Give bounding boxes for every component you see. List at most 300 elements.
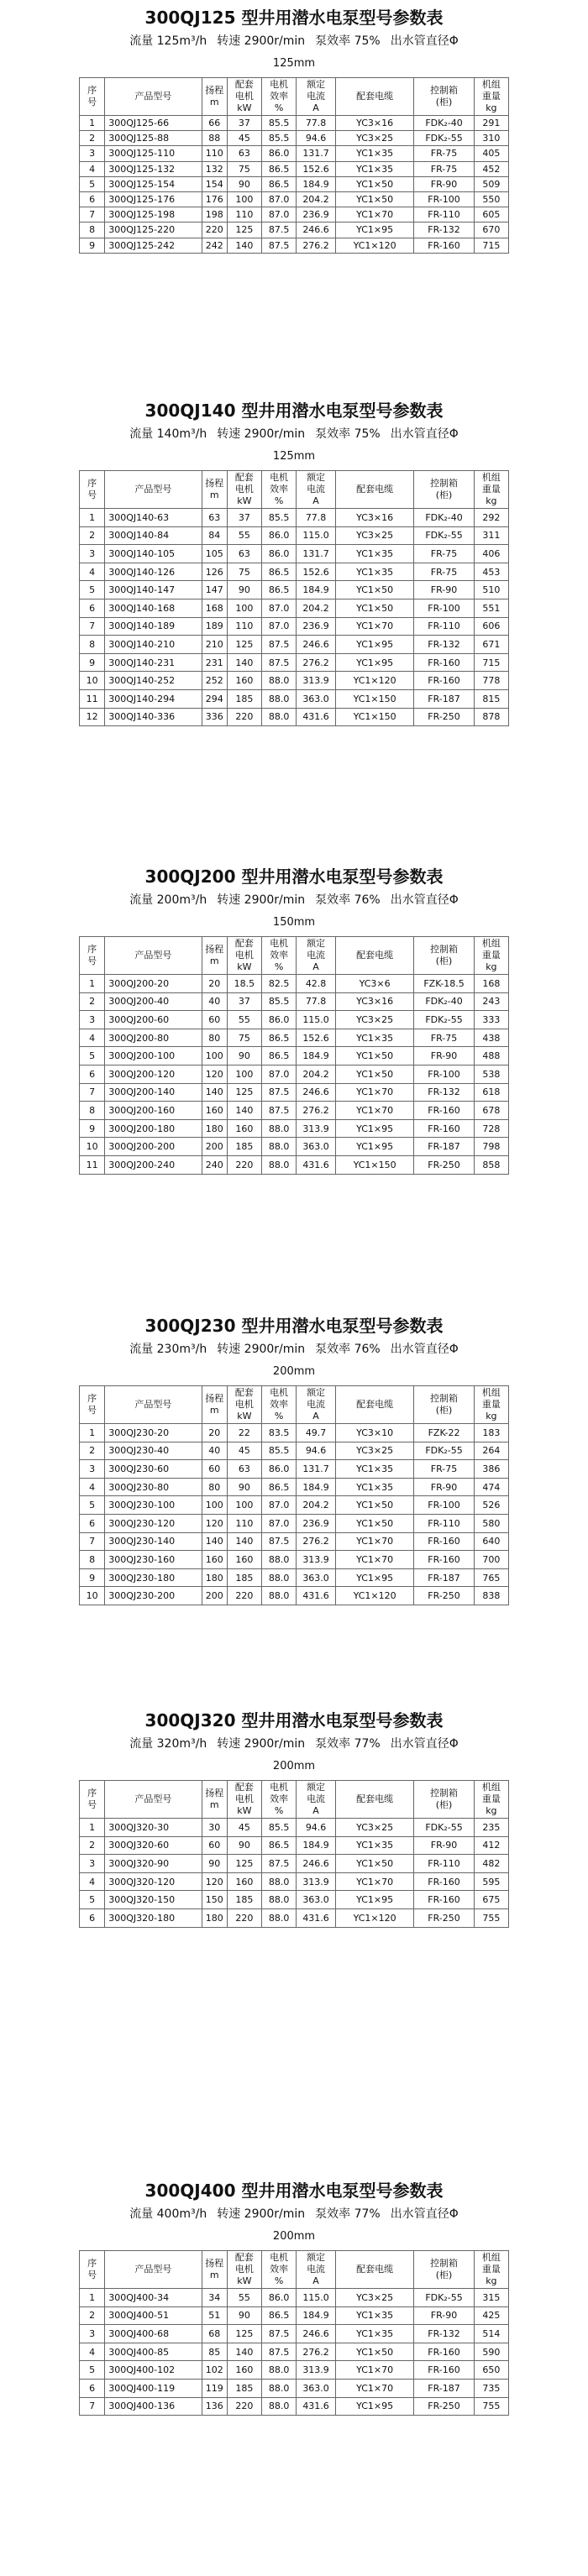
cell-head: 84	[202, 526, 227, 545]
cell-cable: YC1×50	[335, 176, 413, 191]
cell-cable: YC1×70	[335, 1872, 413, 1891]
cell-motor-efficiency: 85.5	[262, 1819, 297, 1837]
cell-weight: 580	[474, 1514, 508, 1532]
cell-head: 160	[202, 1102, 227, 1120]
table-row	[80, 617, 509, 636]
cell-rated-current: 184.9	[297, 176, 336, 191]
header-text: kW	[237, 495, 252, 506]
header-text: 效率	[270, 950, 289, 961]
cell-seq: 10	[80, 672, 105, 690]
cell-cable: YC1×50	[335, 2343, 413, 2361]
cell-rated-current: 431.6	[297, 1587, 336, 1605]
cell-motor-power: 220	[227, 2397, 261, 2416]
cell-motor-power: 110	[227, 617, 261, 636]
table-row	[80, 526, 509, 545]
spec-line	[0, 2205, 588, 2223]
cell-rated-current: 363.0	[297, 689, 336, 708]
cell-control-box: FR-110	[414, 1514, 474, 1532]
spec-efficiency: 泵效率 75%	[315, 427, 381, 441]
table-row	[80, 1102, 509, 1120]
cell-head: 40	[202, 992, 227, 1011]
cell-weight: 838	[474, 1587, 508, 1605]
cell-head: 120	[202, 1514, 227, 1532]
cell-seq: 7	[80, 1532, 105, 1551]
cell-motor-power: 185	[227, 2379, 261, 2397]
cell-model: 300QJ125-88	[105, 131, 202, 146]
header-text: 序	[87, 478, 97, 489]
parameter-table	[79, 936, 509, 1175]
pump-section	[0, 2175, 588, 2416]
spec-speed: 转速 2900r/min	[217, 34, 306, 48]
cell-model: 300QJ140-84	[105, 526, 202, 545]
cell-rated-current: 431.6	[297, 1908, 336, 1927]
header-weight	[474, 2251, 508, 2289]
header-text: 电流	[307, 950, 326, 961]
cell-rated-current: 77.8	[297, 992, 336, 1011]
cell-seq: 1	[80, 2289, 105, 2307]
cell-seq: 9	[80, 1119, 105, 1138]
outlet-diameter: 200mm	[272, 1760, 316, 1772]
spec-flow: 流量 125m³/h	[129, 34, 207, 48]
cell-rated-current: 431.6	[297, 2397, 336, 2416]
cell-motor-power: 90	[227, 581, 261, 599]
header-text: 效率	[270, 1399, 289, 1410]
cell-motor-efficiency: 86.0	[262, 1011, 297, 1029]
cell-cable: YC3×25	[335, 1442, 413, 1460]
header-text: 扬程	[205, 1393, 224, 1404]
cell-cable: YC1×70	[335, 1532, 413, 1551]
cell-model: 300QJ125-220	[105, 223, 202, 238]
cell-control-box: FDK₂-55	[414, 1442, 474, 1460]
header-head	[202, 1781, 227, 1819]
cell-seq: 2	[80, 526, 105, 545]
cell-weight: 311	[474, 526, 508, 545]
header-text: 机组	[481, 79, 501, 90]
cell-motor-efficiency: 88.0	[262, 2379, 297, 2397]
cell-cable: YC1×150	[335, 708, 413, 726]
cell-cable: YC1×70	[335, 1551, 413, 1569]
cell-head: 100	[202, 1496, 227, 1515]
cell-seq: 4	[80, 563, 105, 581]
pump-section	[0, 395, 588, 726]
cell-cable: YC1×95	[335, 2397, 413, 2416]
cell-head: 160	[202, 1551, 227, 1569]
cell-seq: 6	[80, 2379, 105, 2397]
spec-speed: 转速 2900r/min	[217, 427, 306, 441]
header-head	[202, 2251, 227, 2289]
header-text: A	[312, 1805, 319, 1816]
cell-seq: 1	[80, 116, 105, 131]
cell-weight: 514	[474, 2325, 508, 2343]
cell-control-box: FDK₂-55	[414, 2289, 474, 2307]
cell-motor-power: 100	[227, 1065, 261, 1083]
cell-head: 30	[202, 1819, 227, 1837]
cell-control-box: FR-90	[414, 2306, 474, 2325]
header-text: 重量	[481, 1793, 501, 1804]
cell-weight: 735	[474, 2379, 508, 2397]
header-cable	[335, 78, 413, 116]
cell-model: 300QJ125-110	[105, 146, 202, 161]
cell-motor-power: 140	[227, 1532, 261, 1551]
header-motor-efficiency	[262, 2251, 297, 2289]
table-row	[80, 1568, 509, 1587]
cell-motor-power: 110	[227, 207, 261, 223]
header-weight	[474, 1781, 508, 1819]
cell-rated-current: 152.6	[297, 161, 336, 176]
header-cable	[335, 471, 413, 509]
cell-motor-power: 100	[227, 191, 261, 207]
header-motor-power	[227, 2251, 261, 2289]
cell-head: 102	[202, 2361, 227, 2380]
header-text: (柜)	[435, 1405, 453, 1416]
cell-model: 300QJ230-20	[105, 1424, 202, 1442]
header-row	[80, 937, 509, 975]
cell-cable: YC1×50	[335, 1514, 413, 1532]
cell-rated-current: 313.9	[297, 1119, 336, 1138]
table-row	[80, 975, 509, 993]
cell-control-box: FR-110	[414, 1855, 474, 1873]
cell-rated-current: 204.2	[297, 1065, 336, 1083]
cell-rated-current: 115.0	[297, 1011, 336, 1029]
cell-rated-current: 204.2	[297, 599, 336, 617]
header-text: 额定	[307, 1782, 326, 1793]
cell-weight: 590	[474, 2343, 508, 2361]
cell-head: 140	[202, 1532, 227, 1551]
header-control-box	[414, 1781, 474, 1819]
header-text: kg	[486, 961, 497, 972]
spec-flow: 流量 230m³/h	[129, 1343, 207, 1356]
cell-rated-current: 276.2	[297, 1532, 336, 1551]
header-text: 控制箱	[430, 85, 459, 96]
cell-control-box: FR-100	[414, 599, 474, 617]
cell-model: 300QJ140-252	[105, 672, 202, 690]
cell-seq: 4	[80, 1872, 105, 1891]
cell-rated-current: 77.8	[297, 509, 336, 527]
cell-motor-efficiency: 87.5	[262, 636, 297, 654]
cell-model: 300QJ200-200	[105, 1138, 202, 1156]
cell-model: 300QJ125-66	[105, 116, 202, 131]
cell-motor-efficiency: 85.5	[262, 131, 297, 146]
cell-seq: 10	[80, 1138, 105, 1156]
cell-seq: 3	[80, 545, 105, 563]
cell-cable: YC1×35	[335, 2325, 413, 2343]
cell-seq: 6	[80, 1908, 105, 1927]
spec-speed: 转速 2900r/min	[217, 893, 306, 907]
header-text: 额定	[307, 938, 326, 949]
spec-flow: 流量 400m³/h	[129, 2207, 207, 2221]
cell-cable: YC1×95	[335, 1568, 413, 1587]
cell-weight: 815	[474, 689, 508, 708]
cell-rated-current: 152.6	[297, 563, 336, 581]
header-text: kW	[237, 2275, 252, 2286]
header-cable	[335, 1781, 413, 1819]
cell-weight: 595	[474, 1872, 508, 1891]
cell-seq: 5	[80, 581, 105, 599]
cell-motor-efficiency: 82.5	[262, 975, 297, 993]
table-row	[80, 545, 509, 563]
cell-motor-power: 185	[227, 1891, 261, 1909]
cell-model: 300QJ125-242	[105, 238, 202, 253]
cell-control-box: FR-250	[414, 708, 474, 726]
header-seq	[80, 78, 105, 116]
header-rated-current	[297, 471, 336, 509]
header-text: 配套电缆	[356, 91, 394, 102]
header-text: m	[209, 1799, 219, 1810]
cell-seq: 7	[80, 207, 105, 223]
cell-seq: 6	[80, 1065, 105, 1083]
header-text: 额定	[307, 472, 326, 483]
header-text: 电机	[234, 1793, 254, 1804]
cell-model: 300QJ230-140	[105, 1532, 202, 1551]
cell-cable: YC3×16	[335, 116, 413, 131]
cell-head: 168	[202, 599, 227, 617]
cell-motor-power: 18.5	[227, 975, 261, 993]
header-text: 产品型号	[134, 1793, 172, 1804]
cell-model: 300QJ125-154	[105, 176, 202, 191]
header-text: kg	[486, 1411, 497, 1422]
cell-rated-current: 363.0	[297, 1891, 336, 1909]
header-text: 效率	[270, 91, 289, 102]
cell-weight: 700	[474, 1551, 508, 1569]
cell-motor-efficiency: 85.5	[262, 116, 297, 131]
header-text: %	[274, 2275, 284, 2286]
cell-motor-power: 75	[227, 1029, 261, 1047]
header-text: A	[312, 495, 319, 506]
cell-rated-current: 276.2	[297, 2343, 336, 2361]
cell-motor-efficiency: 88.0	[262, 1155, 297, 1174]
cell-model: 300QJ140-63	[105, 509, 202, 527]
table-row	[80, 672, 509, 690]
table-row	[80, 563, 509, 581]
pump-section	[0, 861, 588, 1175]
header-head	[202, 1386, 227, 1424]
spec-outlet: 出水管直径Φ	[390, 2207, 459, 2221]
header-text: 控制箱	[430, 2258, 459, 2269]
spec-line	[0, 32, 588, 50]
header-text: 电流	[307, 484, 326, 495]
cell-motor-efficiency: 87.5	[262, 223, 297, 238]
cell-head: 132	[202, 161, 227, 176]
cell-head: 220	[202, 223, 227, 238]
table-row	[80, 1138, 509, 1156]
cell-motor-power: 90	[227, 1836, 261, 1855]
cell-cable: YC1×70	[335, 2361, 413, 2380]
table-row	[80, 1065, 509, 1083]
cell-control-box: FR-75	[414, 1029, 474, 1047]
cell-rated-current: 313.9	[297, 1551, 336, 1569]
cell-head: 136	[202, 2397, 227, 2416]
cell-weight: 728	[474, 1119, 508, 1138]
header-weight	[474, 471, 508, 509]
spec-speed: 转速 2900r/min	[217, 1737, 306, 1751]
cell-motor-power: 220	[227, 708, 261, 726]
cell-weight: 425	[474, 2306, 508, 2325]
cell-motor-efficiency: 86.5	[262, 1836, 297, 1855]
cell-control-box: FR-75	[414, 563, 474, 581]
cell-motor-power: 125	[227, 223, 261, 238]
cell-control-box: FR-250	[414, 1587, 474, 1605]
spec-efficiency: 泵效率 77%	[315, 2207, 381, 2221]
header-motor-power	[227, 471, 261, 509]
outlet-diameter: 200mm	[272, 2230, 316, 2243]
cell-control-box: FR-160	[414, 1872, 474, 1891]
cell-motor-efficiency: 87.0	[262, 599, 297, 617]
cell-rated-current: 115.0	[297, 2289, 336, 2307]
cell-motor-efficiency: 88.0	[262, 672, 297, 690]
cell-motor-efficiency: 88.0	[262, 1119, 297, 1138]
cell-seq: 6	[80, 191, 105, 207]
header-text: 机组	[481, 2252, 501, 2263]
cell-motor-efficiency: 88.0	[262, 1551, 297, 1569]
header-text: 电机	[234, 2264, 254, 2275]
parameter-table	[79, 470, 509, 726]
cell-cable: YC1×50	[335, 1065, 413, 1083]
cell-weight: 264	[474, 1442, 508, 1460]
cell-model: 300QJ400-85	[105, 2343, 202, 2361]
cell-motor-power: 100	[227, 1496, 261, 1515]
header-text: (柜)	[435, 2270, 453, 2280]
table-row	[80, 1496, 509, 1515]
header-text: 产品型号	[134, 2264, 172, 2275]
cell-weight: 550	[474, 191, 508, 207]
header-text: 效率	[270, 2264, 289, 2275]
header-text: A	[312, 102, 319, 113]
cell-weight: 315	[474, 2289, 508, 2307]
header-text: 配套电缆	[356, 484, 394, 495]
pump-section	[0, 1704, 588, 1928]
cell-rated-current: 246.6	[297, 223, 336, 238]
cell-weight: 878	[474, 708, 508, 726]
cell-model: 300QJ140-189	[105, 617, 202, 636]
header-motor-efficiency	[262, 78, 297, 116]
header-text: 电机	[270, 1387, 289, 1398]
cell-weight: 670	[474, 223, 508, 238]
cell-control-box: FR-90	[414, 1047, 474, 1065]
cell-rated-current: 431.6	[297, 708, 336, 726]
cell-control-box: FR-100	[414, 1065, 474, 1083]
cell-seq: 1	[80, 975, 105, 993]
header-text: 扬程	[205, 2258, 224, 2269]
header-model	[105, 2251, 202, 2289]
spec-outlet: 出水管直径Φ	[390, 34, 459, 48]
spec-outlet: 出水管直径Φ	[390, 427, 459, 441]
cell-model: 300QJ200-180	[105, 1119, 202, 1138]
cell-motor-power: 90	[227, 2306, 261, 2325]
cell-control-box: FR-100	[414, 191, 474, 207]
cell-rated-current: 246.6	[297, 636, 336, 654]
cell-motor-efficiency: 88.0	[262, 1908, 297, 1927]
header-text: 序	[87, 1393, 97, 1404]
cell-control-box: FR-160	[414, 1891, 474, 1909]
cell-control-box: FR-250	[414, 2397, 474, 2416]
table-row	[80, 599, 509, 617]
cell-model: 300QJ230-180	[105, 1568, 202, 1587]
cell-cable: YC1×95	[335, 1891, 413, 1909]
cell-seq: 5	[80, 1047, 105, 1065]
cell-control-box: FR-132	[414, 223, 474, 238]
cell-head: 242	[202, 238, 227, 253]
cell-weight: 310	[474, 131, 508, 146]
header-head	[202, 937, 227, 975]
table-row	[80, 238, 509, 253]
cell-motor-efficiency: 86.5	[262, 161, 297, 176]
cell-weight: 453	[474, 563, 508, 581]
header-rated-current	[297, 2251, 336, 2289]
cell-head: 176	[202, 191, 227, 207]
cell-rated-current: 94.6	[297, 1819, 336, 1837]
cell-motor-power: 185	[227, 1138, 261, 1156]
cell-seq: 1	[80, 1819, 105, 1837]
cell-head: 119	[202, 2379, 227, 2397]
cell-motor-power: 160	[227, 2361, 261, 2380]
cell-rated-current: 363.0	[297, 1138, 336, 1156]
cell-rated-current: 152.6	[297, 1029, 336, 1047]
header-text: 配套电缆	[356, 1793, 394, 1804]
header-text: 电流	[307, 1793, 326, 1804]
table-row	[80, 1442, 509, 1460]
header-text: 电机	[270, 79, 289, 90]
cell-rated-current: 49.7	[297, 1424, 336, 1442]
header-text: 重量	[481, 91, 501, 102]
cell-rated-current: 246.6	[297, 1855, 336, 1873]
cell-seq: 5	[80, 1891, 105, 1909]
cell-motor-power: 220	[227, 1908, 261, 1927]
cell-motor-power: 125	[227, 1855, 261, 1873]
cell-weight: 509	[474, 176, 508, 191]
header-text: 配套	[234, 79, 254, 90]
cell-weight: 650	[474, 2361, 508, 2380]
cell-seq: 5	[80, 176, 105, 191]
cell-cable: YC1×120	[335, 238, 413, 253]
cell-control-box: FDK₂-40	[414, 116, 474, 131]
cell-seq: 1	[80, 1424, 105, 1442]
table-row	[80, 1891, 509, 1909]
cell-weight: 488	[474, 1047, 508, 1065]
spec-line	[0, 1340, 588, 1359]
header-head	[202, 471, 227, 509]
cell-motor-power: 160	[227, 1551, 261, 1569]
cell-seq: 2	[80, 1836, 105, 1855]
header-text: 配套	[234, 1782, 254, 1793]
cell-weight: 405	[474, 146, 508, 161]
cell-seq: 2	[80, 2306, 105, 2325]
table-row	[80, 1908, 509, 1927]
cell-seq: 5	[80, 2361, 105, 2380]
table-row	[80, 1424, 509, 1442]
cell-weight: 452	[474, 161, 508, 176]
cell-cable: YC1×120	[335, 1908, 413, 1927]
cell-control-box: FR-100	[414, 1496, 474, 1515]
table-row	[80, 1011, 509, 1029]
cell-cable: YC3×25	[335, 1011, 413, 1029]
cell-weight: 243	[474, 992, 508, 1011]
header-text: %	[274, 495, 284, 506]
cell-motor-efficiency: 85.5	[262, 1442, 297, 1460]
cell-motor-efficiency: 86.5	[262, 2306, 297, 2325]
spec-flow: 流量 320m³/h	[129, 1737, 207, 1751]
cell-control-box: FR-90	[414, 1836, 474, 1855]
header-seq	[80, 1386, 105, 1424]
spec-outlet: 出水管直径Φ	[390, 893, 459, 907]
outlet-diameter: 200mm	[272, 1365, 316, 1378]
cell-motor-power: 140	[227, 653, 261, 672]
cell-model: 300QJ200-20	[105, 975, 202, 993]
header-text: 电机	[234, 91, 254, 102]
table-row	[80, 2289, 509, 2307]
cell-model: 300QJ400-68	[105, 2325, 202, 2343]
cell-seq: 1	[80, 509, 105, 527]
cell-motor-power: 140	[227, 1102, 261, 1120]
